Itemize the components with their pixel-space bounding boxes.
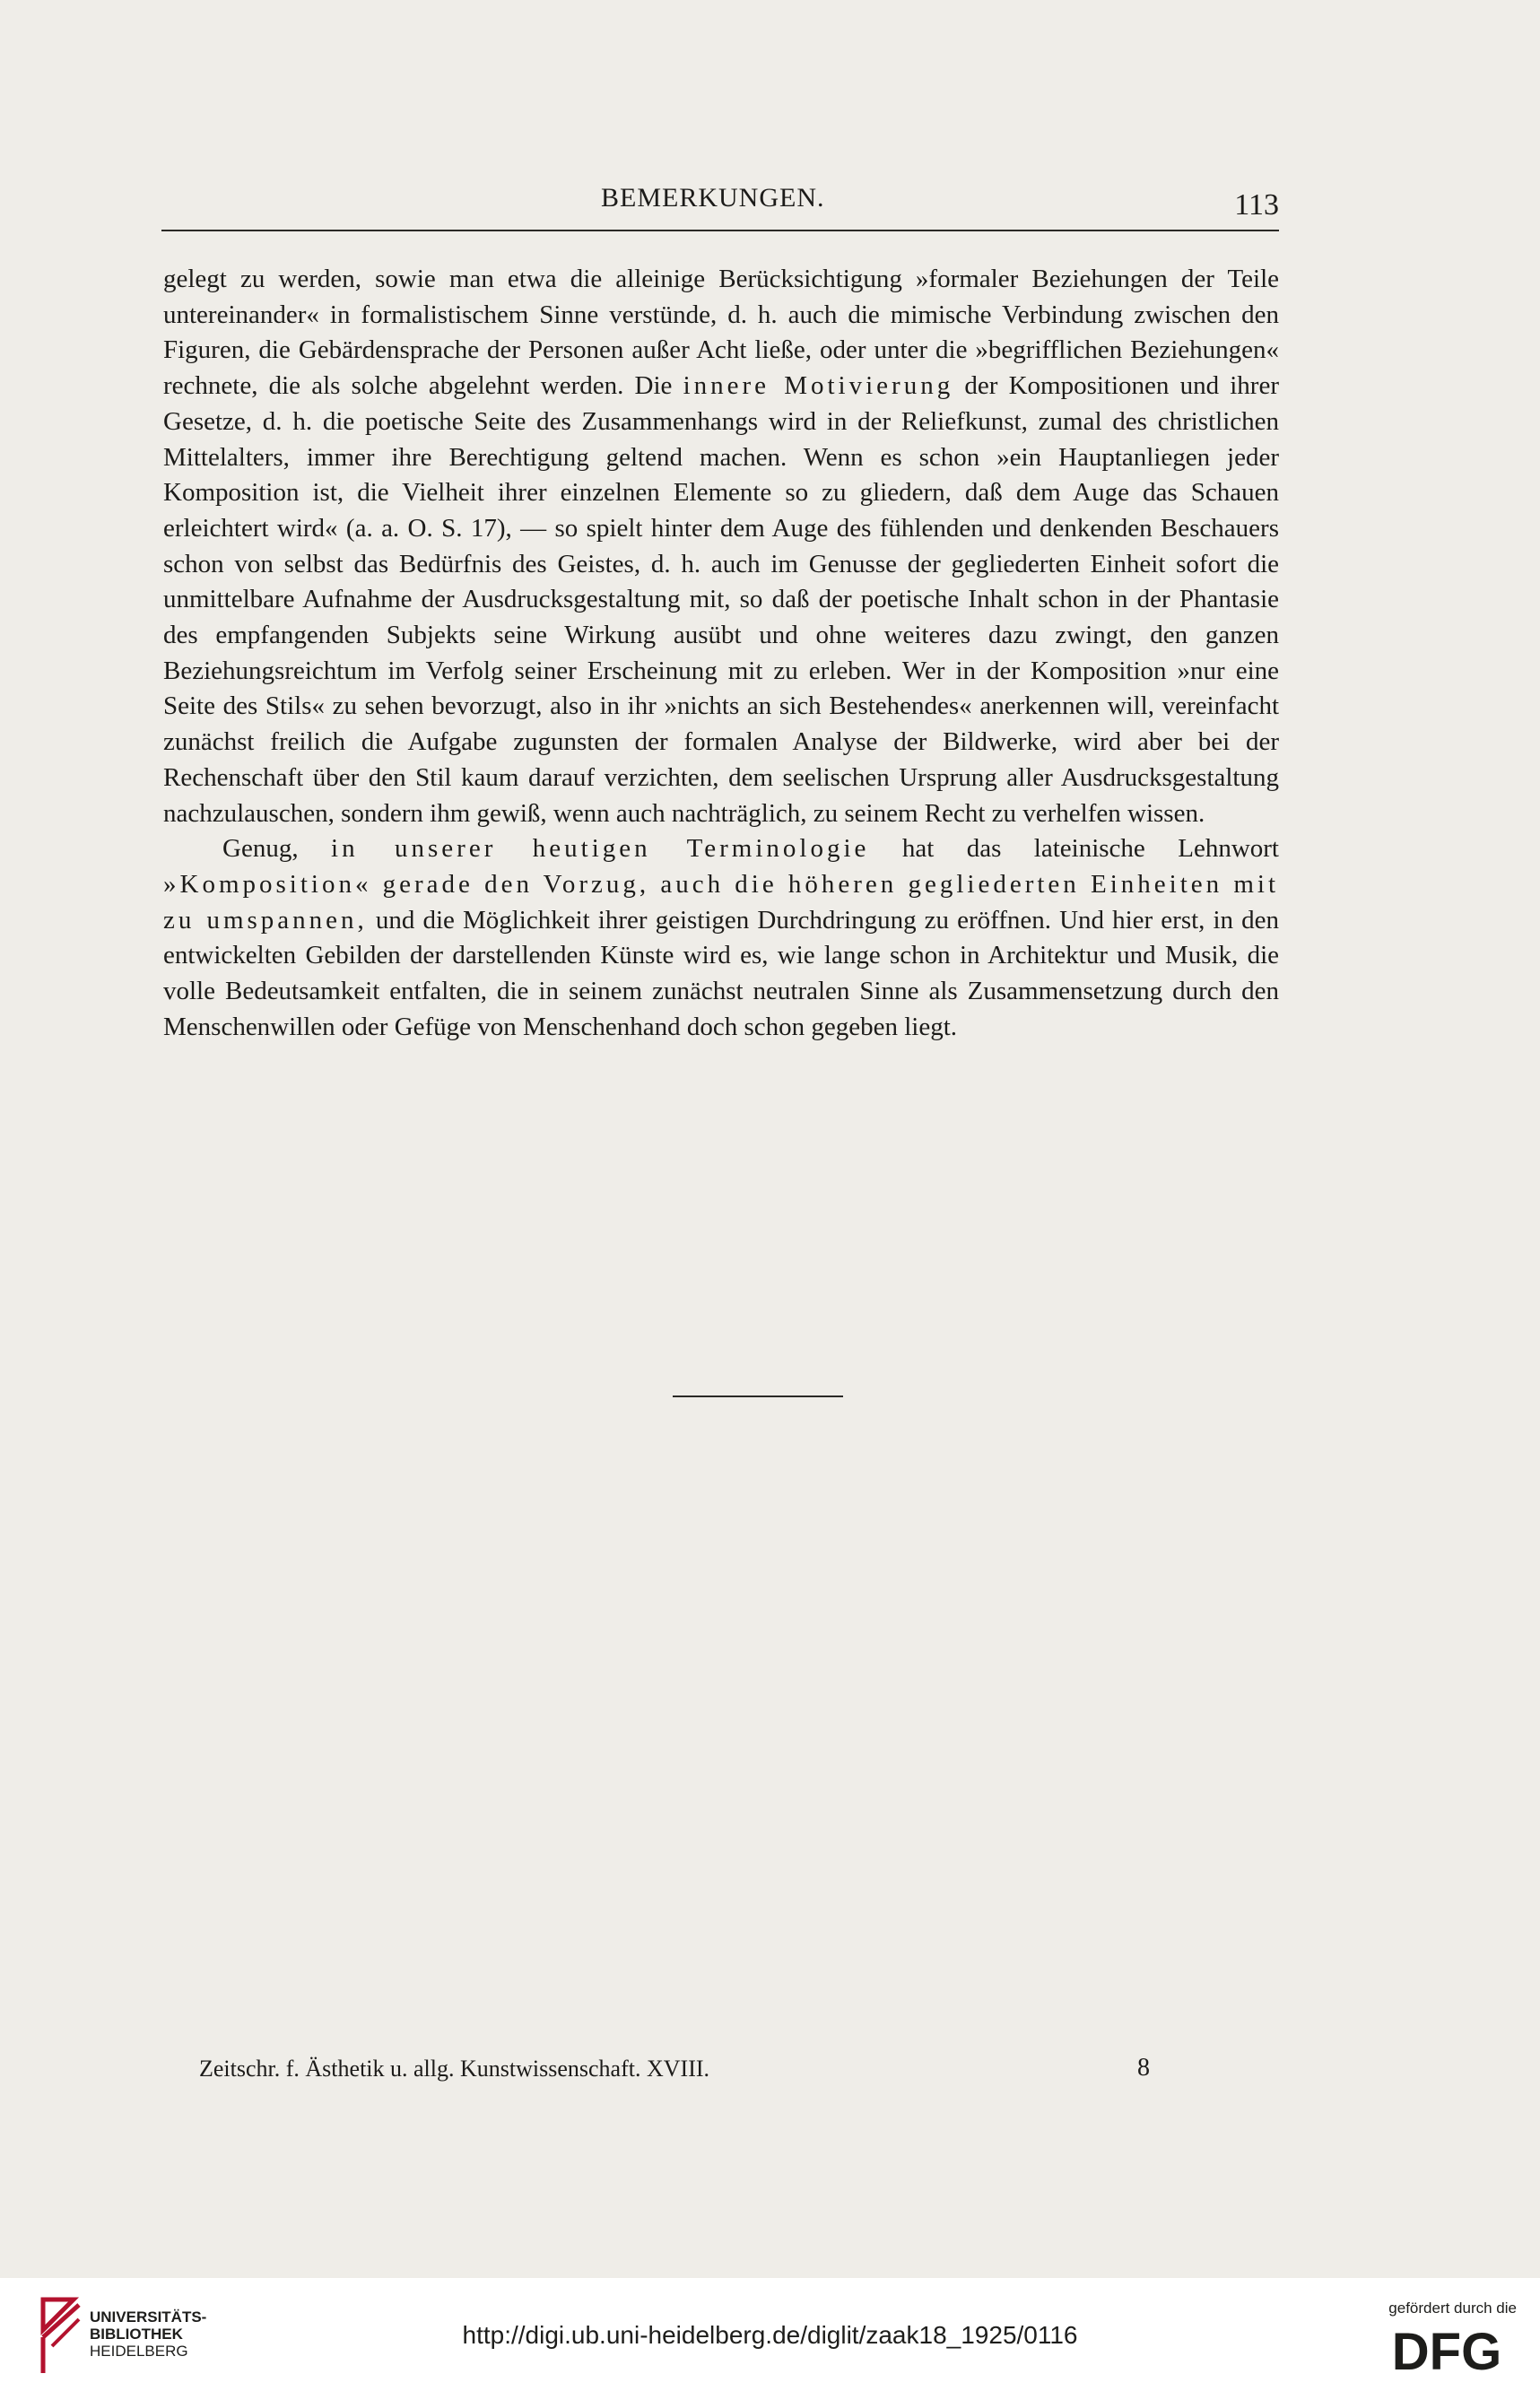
text-run: und die Möglichkeit ihrer geistigen Durchdringung zu eröffnen. Und hier erst, in den entwickelten Gebilden der darstellenden Künste wird es, wie lange schon in Architektur und Musik, die volle Bedeutsamkeit entfalten, die in seinem zunächst neutralen Sinne als Zusammensetzung durch den Menschenwillen oder Gefüge von Menschenhand doch schon gegeben liegt.: [163, 905, 1279, 1041]
emphasized-text: in unserer heutigen Terminologie: [331, 834, 870, 864]
emphasized-text: »Komposition« gerade den Vorzug, auch die höheren gegliederten Einheiten mit zu umspannen,: [163, 869, 1279, 935]
dfg-logo: [1375, 2325, 1518, 2375]
running-title: BEMERKUNGEN.: [601, 183, 825, 213]
paragraph: [163, 262, 1279, 831]
text-run: hat das lateinische Lehnwort: [869, 834, 1279, 864]
paragraph: [163, 831, 1279, 1045]
text-run: Genug,: [222, 834, 332, 864]
emphasized-text: innere Motivierung: [683, 371, 954, 401]
library-name-line3: HEIDELBERG: [90, 2343, 188, 2360]
body-text: [163, 262, 1279, 1045]
journal-signature: Zeitschr. f. Ästhetik u. allg. Kunstwissenschaft. XVIII.: [199, 2056, 710, 2082]
text-run: der Kompositionen und ihrer Gesetze, d. h. die poetische Seite des Zusammenhangs wird in der Reliefkunst, zumal des christlichen Mittelalters, immer ihre Berechtigung geltend machen. Wenn es schon »ein Hauptanliegen jeder Komposition ist, die Vielheit ihrer einzelnen Elemente so zu gliedern, daß dem Auge das Schauen erleichtert wird« (a. a. O. S. 17), — so spielt hinter dem Auge des fühlenden und denkenden Beschauers schon von selbst das Bedürfnis des Geistes, d. h. auch im Genusse der gegliederten Einheit sofort die unmittelbare Aufnahme der Ausdrucksgestaltung mit, so daß der poetische Inhalt schon in der Phantasie des empfangenden Subjekts seine Wirkung ausübt und ohne weiteres dazu zwingt, den ganzen Beziehungsreichtum im Verfolg seiner Erscheinung mit zu erleben. Wer in der Komposition »nur eine Seite des Stils« zu sehen bevorzugt, also in ihr »nichts an sich Bestehendes« anerkennen will, vereinfacht zunächst freilich die Aufgabe zugunsten der formalen Analyse der Bildwerke, wird aber bei der Rechenschaft über den Stil kaum darauf verzichten, dem seelischen Ursprung aller Ausdrucksgestaltung nachzulauschen, sondern ihm gewiß, wenn auch nachträglich, zu seinem Recht zu verhelfen wissen.: [163, 371, 1279, 828]
digitization-banner: [0, 2278, 1540, 2391]
library-name-line1: UNIVERSITÄTS-: [90, 2308, 207, 2326]
source-url-link[interactable]: http://digi.ub.uni-heidelberg.de/diglit/zaak18_1925/0116: [462, 2321, 1078, 2349]
page-number: 113: [1234, 188, 1279, 222]
dfg-logo-text: DFG: [1391, 2325, 1502, 2375]
header-rule: [161, 230, 1279, 231]
library-name-line2: BIBLIOTHEK: [90, 2326, 183, 2343]
sheet-number: 8: [1137, 2054, 1150, 2082]
funding-caption: gefördert durch die: [1388, 2300, 1517, 2317]
page-header: [161, 183, 1279, 230]
section-separator: [673, 1395, 843, 1397]
text-run: gelegt zu werden, sowie man etwa die alleinige Berücksichtigung »formaler Beziehungen der Teile untereinander« in formalistischem Sinne verstünde, d. h. auch die mimische Verbindung zwischen den Figuren, die Gebärdensprache der Personen außer Acht ließe, oder unter die »begrifflichen Beziehungen« rechnete, die als solche abgelehnt werden. Die: [163, 265, 1279, 401]
